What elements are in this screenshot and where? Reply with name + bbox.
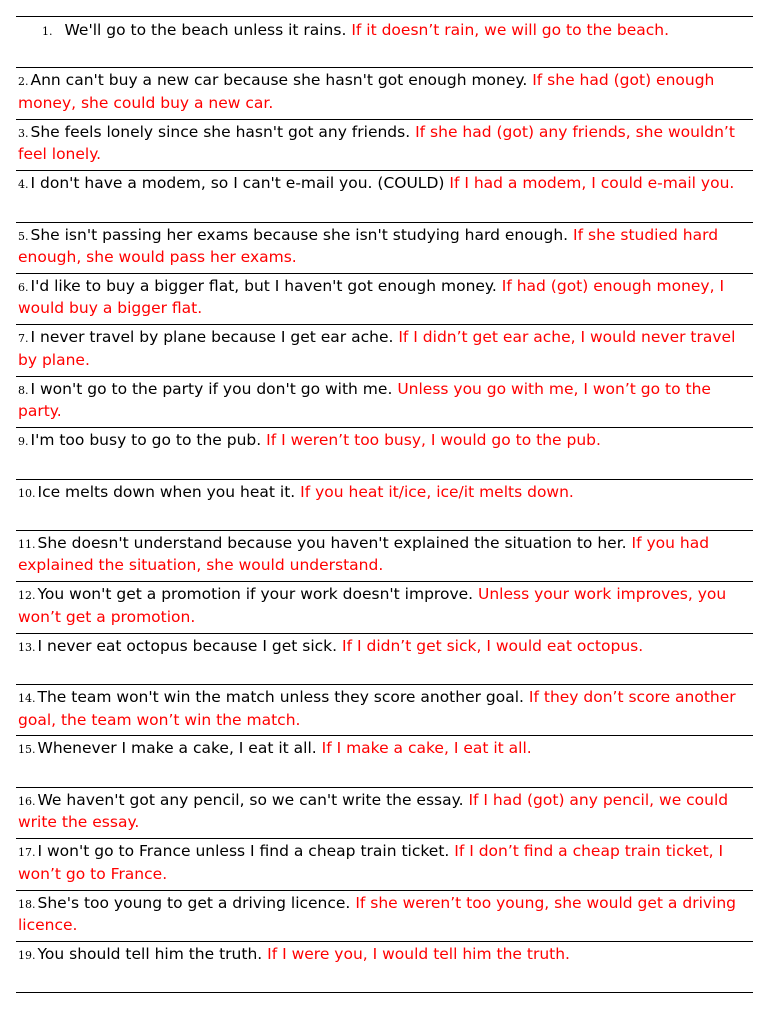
exercise-row bbox=[16, 17, 753, 68]
item-number: 12. bbox=[18, 589, 36, 603]
exercise-row bbox=[16, 377, 753, 428]
answer-text: If they don’t score another goal, the team won’t win the match. bbox=[18, 688, 736, 729]
answer-text: Unless you go with me, I won’t go to the party. bbox=[18, 379, 711, 421]
item-number: 18. bbox=[18, 897, 36, 911]
exercise-row bbox=[16, 891, 753, 942]
item-number: 3. bbox=[18, 126, 29, 140]
question-text: You won't get a promotion if your work doesn't improve. bbox=[37, 585, 474, 604]
answer-text: Unless your work improves, you won’t get a promotion. bbox=[18, 585, 727, 626]
question-text: The team won't win the match unless they score another goal. bbox=[37, 688, 524, 707]
item-number: 9. bbox=[18, 435, 29, 449]
exercise-row bbox=[16, 120, 753, 171]
exercise-row bbox=[16, 582, 753, 633]
exercise-sheet bbox=[16, 16, 753, 993]
question-text: We'll go to the beach unless it rains. bbox=[64, 21, 347, 39]
item-number: 19. bbox=[18, 949, 36, 963]
question-text: I never eat octopus because I get sick. bbox=[37, 636, 338, 655]
question-text: Ice melts down when you heat it. bbox=[37, 482, 296, 501]
question-text: She doesn't understand because you haven't explained the situation to her. bbox=[37, 533, 627, 552]
answer-text: If I didn’t get sick, I would eat octopus. bbox=[342, 636, 644, 655]
question-text: I won't go to France unless I find a cheap train ticket. bbox=[37, 842, 450, 861]
exercise-row bbox=[16, 942, 753, 993]
item-number: 4. bbox=[18, 178, 29, 192]
exercise-row bbox=[16, 274, 753, 325]
question-text: I'm too busy to go to the pub. bbox=[30, 431, 262, 450]
answer-text: If it doesn’t rain, we will go to the beach. bbox=[351, 21, 670, 39]
item-number: 7. bbox=[18, 332, 29, 346]
answer-text: If I had (got) any pencil, we could write the essay. bbox=[18, 790, 729, 832]
item-number: 14. bbox=[18, 692, 36, 706]
exercise-row bbox=[16, 531, 753, 582]
answer-text: If she studied hard enough, she would pass her exams. bbox=[18, 225, 719, 267]
answer-text: If she had (got) enough money, she could buy a new car. bbox=[18, 71, 715, 112]
exercise-row bbox=[16, 788, 753, 839]
exercise-row bbox=[16, 171, 753, 222]
exercise-row bbox=[16, 428, 753, 479]
item-number: 1. bbox=[42, 25, 53, 38]
question-text: Whenever I make a cake, I eat it all. bbox=[37, 739, 317, 758]
question-text: She's too young to get a driving licence. bbox=[37, 893, 351, 912]
item-number: 17. bbox=[18, 846, 36, 860]
exercise-row bbox=[16, 480, 753, 531]
item-number: 15. bbox=[18, 743, 36, 757]
answer-text: If she weren’t too young, she would get a driving licence. bbox=[18, 893, 737, 935]
question-text: Ann can't buy a new car because she hasn't got enough money. bbox=[30, 71, 528, 90]
exercise-row bbox=[16, 634, 753, 685]
question-text: You should tell him the truth. bbox=[37, 945, 263, 964]
answer-text: If you heat it/ice, ice/it melts down. bbox=[300, 482, 574, 501]
answer-text: If I don’t find a cheap train ticket, I won’t go to France. bbox=[18, 842, 724, 883]
exercise-row bbox=[16, 736, 753, 787]
answer-text: If I make a cake, I eat it all. bbox=[321, 739, 532, 758]
item-number: 10. bbox=[18, 486, 36, 500]
answer-text: If I were you, I would tell him the truth. bbox=[267, 945, 570, 964]
item-number: 16. bbox=[18, 794, 36, 808]
answer-text: If she had (got) any friends, she wouldn’t feel lonely. bbox=[18, 122, 735, 164]
exercise-row bbox=[16, 68, 753, 119]
question-text: I'd like to buy a bigger flat, but I haven't got enough money. bbox=[30, 276, 497, 295]
question-text: She feels lonely since she hasn't got any friends. bbox=[30, 122, 411, 141]
exercise-row bbox=[16, 685, 753, 736]
item-number: 8. bbox=[18, 383, 29, 397]
item-number: 5. bbox=[18, 229, 29, 243]
item-number: 2. bbox=[18, 75, 29, 89]
answer-text: If I had a modem, I could e-mail you. bbox=[449, 174, 735, 193]
question-text: She isn't passing her exams because she isn't studying hard enough. bbox=[30, 225, 569, 244]
answer-text: If had (got) enough money, I would buy a bigger flat. bbox=[18, 276, 725, 318]
exercise-row bbox=[16, 839, 753, 890]
question-text: I don't have a modem, so I can't e-mail you. (COULD) bbox=[30, 174, 445, 193]
answer-text: If you had explained the situation, she would understand. bbox=[18, 533, 710, 575]
question-text: I never travel by plane because I get ear ache. bbox=[30, 328, 394, 347]
question-text: I won't go to the party if you don't go with me. bbox=[30, 379, 393, 398]
exercise-row bbox=[16, 325, 753, 376]
item-number: 6. bbox=[18, 280, 29, 294]
item-number: 13. bbox=[18, 640, 36, 654]
item-number: 11. bbox=[18, 537, 36, 551]
question-text: We haven't got any pencil, so we can't write the essay. bbox=[37, 790, 464, 809]
answer-text: If I didn’t get ear ache, I would never travel by plane. bbox=[18, 328, 736, 369]
exercise-row bbox=[16, 223, 753, 274]
answer-text: If I weren’t too busy, I would go to the pub. bbox=[266, 431, 601, 450]
